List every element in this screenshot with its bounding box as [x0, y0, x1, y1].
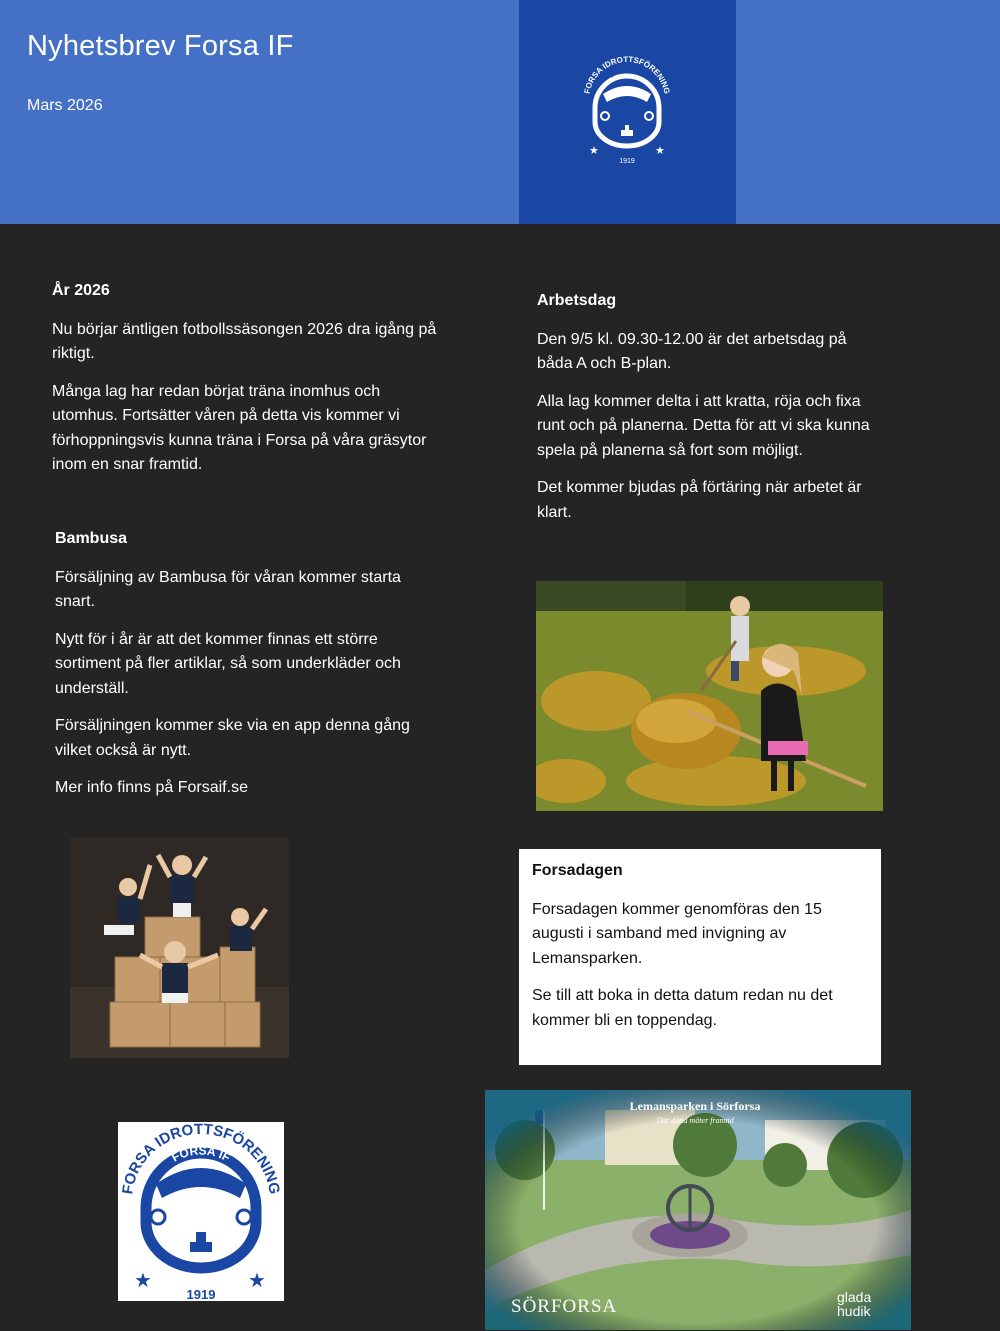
newsletter-title: Nyhetsbrev Forsa IF: [27, 30, 294, 62]
arbetsdag-heading: Arbetsdag: [537, 292, 617, 309]
forsadagen-heading: Forsadagen: [532, 862, 623, 879]
logo-arc-text: FORSA IDROTTSFÖRENING: [582, 54, 672, 95]
logo-year: 1919: [619, 158, 635, 165]
header-banner: [0, 0, 1000, 224]
club-logo-large: [118, 1122, 284, 1301]
newsletter-date: Mars 2026: [27, 97, 103, 114]
arbetsdag-paragraph-2: Alla lag kommer delta i att kratta, röja och fixa runt och på planerna. Detta för att vi ska kunna spela på planerna så fort som möjligt.: [537, 392, 870, 459]
park-title: Lemansparken i Sörforsa: [629, 1099, 761, 1113]
forsadagen-paragraph-1: Forsadagen kommer genomföras den 15 augusti i samband med invigning av Lemansparken.: [532, 900, 822, 967]
year-paragraph-2: Många lag har redan börjat träna inomhus och utomhus. Fortsätter våren på detta vis kommer vi förhoppningsvis kunna träna i Forsa på våra gräsytor inom en snar framtid.: [52, 382, 427, 473]
lemansparken-image: [485, 1090, 911, 1330]
arbetsdag-paragraph-3: Det kommer bjudas på förtäring när arbetet är klart.: [537, 479, 862, 521]
kids-on-boxes-photo: [70, 837, 289, 1058]
forsa-if-logo-icon: [577, 50, 677, 172]
bambusa-heading: Bambusa: [55, 530, 128, 547]
forsa-if-badge-icon: [118, 1122, 284, 1301]
svg-text:★: ★: [589, 144, 599, 157]
sorforsa-brand: SÖRFORSA: [511, 1296, 618, 1317]
raking-leaves-photo: [536, 581, 883, 811]
glada-brand: glada: [837, 1289, 872, 1305]
bambusa-paragraph-1: Försäljning av Bambusa för våran kommer starta snart.: [55, 568, 401, 610]
year-heading: År 2026: [52, 282, 110, 299]
badge-arc-text: FORSA IDROTTSFÖRENING: [119, 1122, 283, 1196]
header-logo-panel: [519, 0, 736, 224]
bambusa-paragraph-3: Försäljningen kommer ske via en app denna gång vilket också är nytt.: [55, 717, 410, 759]
forsadagen-paragraph-2: Se till att boka in detta datum redan nu det kommer bli en toppendag.: [532, 987, 833, 1029]
svg-text:★: ★: [134, 1268, 152, 1292]
badge-banner-text: FORSA IF: [169, 1143, 233, 1165]
bambusa-paragraph-2: Nytt för i år är att det kommer finnas ett större sortiment på fler artiklar, så som underkläder och underställ.: [55, 630, 401, 697]
svg-text:★: ★: [655, 144, 665, 157]
arbetsdag-paragraph-1: Den 9/5 kl. 09.30-12.00 är det arbetsdag på båda A och B-plan.: [537, 330, 847, 372]
badge-year: 1919: [186, 1287, 216, 1301]
arbetsdag-section: [537, 289, 877, 538]
logo-banner-text: FORSA IF: [609, 66, 645, 80]
park-subtitle: Där dåtid möter framtid: [656, 1116, 734, 1125]
year-paragraph-1: Nu börjar äntligen fotbollssäsongen 2026 dra igång på riktigt.: [52, 320, 437, 362]
forsadagen-card: [519, 849, 881, 1065]
bambusa-paragraph-4: Mer info finns på Forsaif.se: [55, 779, 248, 796]
bambusa-section: [55, 527, 435, 814]
svg-text:★: ★: [248, 1268, 266, 1292]
hudik-brand: hudik: [837, 1303, 871, 1319]
year-section: [52, 279, 447, 491]
